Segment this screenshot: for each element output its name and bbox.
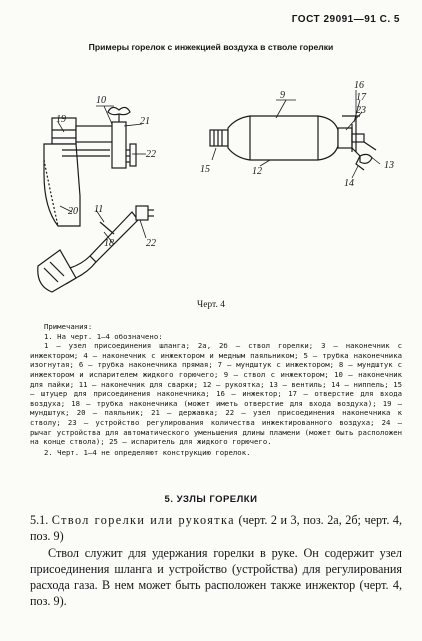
notes-item-2: 2. Черт. 1—4 не определяют конструкцию горелок.: [44, 447, 251, 457]
label-15: 15: [200, 164, 210, 175]
label-9: 9: [280, 90, 285, 101]
label-21: 21: [140, 116, 150, 127]
body-paragraph: [30, 545, 402, 609]
label-12: 12: [252, 166, 262, 177]
paragraph-text: Ствол служит для удержания горелки в руке. Он содержит узел присоединения шланга и устройство (устройства) для регулирования расхода газа. В нем может быть расположен также инжектор (черт. 4, поз. 9).: [30, 546, 402, 608]
subsection-heading: [30, 512, 402, 544]
subsection-number: 5.1.: [30, 513, 49, 527]
label-14: 14: [344, 178, 354, 189]
figure-title: Примеры горелок с инжекцией воздуха в стволе горелки: [88, 42, 334, 52]
torch-holder: [76, 126, 116, 142]
hose-fitting: [210, 130, 228, 146]
label-22-upper: 22: [146, 149, 156, 160]
subsection-ref: (черт. 2 и 3, поз. 2а, 2б; черт. 4, поз. 9): [30, 513, 403, 543]
notes-block: [30, 322, 402, 457]
label-18: 18: [104, 238, 114, 249]
valve-body: [338, 128, 352, 148]
mouthpiece: [38, 250, 76, 292]
label-22-lower: 22: [146, 238, 156, 249]
valve-knob: [360, 154, 372, 163]
label-17: 17: [356, 92, 366, 103]
label-23: 23: [356, 105, 366, 116]
notes-heading: Примечания:: [44, 322, 93, 331]
notes-item-1-intro: 1. На черт. 1—4 обозначено:: [44, 331, 163, 341]
notes-item-1-text: 1 — узел присоединения шланга; 2а, 2б — ствол горелки; 3 — наконечник с инжектором; 4 — наконечник с инжектором и медным паяльником; 5 — трубка наконечника изогнутая; 6 — трубка наконечника прямая; 7 — мундштук с инжектором; 8 — мундштук с инжектором и испарителем жидкого горючего; 9 — ствол с инжектором; 10 — наконечник для пайки; 11 — наконечник для сварки; 12 — рукоятка; 13 — вентиль; 14 — ниппель; 15 — штуцер для присоединения наконечника; 16 — инжектор; 17 — отверстие для входа воздуха; 18 — трубка наконечника (может иметь отверстие для входа воздуха); 19 — мундштук; 20 — паяльник; 21 — державка; 22 — узел присоединения наконечника к стволу; 23 — устройство регулирования количества инжектированного воздуха; 24 — рычаг устройства для автоматического уменьшения длины пламени (может быть расположен на конце ствола); 25 — испаритель для жидкого горючего.: [30, 341, 402, 447]
page-header: ГОСТ 29091—91 С. 5: [291, 14, 400, 25]
label-19: 19: [56, 114, 66, 125]
subsection-title: Ствол горелки или рукоятка: [51, 513, 235, 527]
figure-4: [0, 0, 422, 300]
label-20: 20: [68, 206, 78, 217]
label-13: 13: [384, 160, 394, 171]
holder-clamp: [112, 122, 126, 168]
label-16: 16: [354, 80, 364, 91]
leader-lines: [58, 90, 380, 242]
handle: [228, 116, 338, 160]
section-heading: 5. УЗЛЫ ГОРЕЛКИ: [164, 494, 258, 505]
label-10: 10: [96, 95, 106, 106]
label-11: 11: [94, 204, 104, 215]
wing-nut: [108, 107, 130, 114]
soldering-torch-drawing: [44, 107, 136, 226]
figure-caption: Черт. 4: [197, 300, 225, 310]
